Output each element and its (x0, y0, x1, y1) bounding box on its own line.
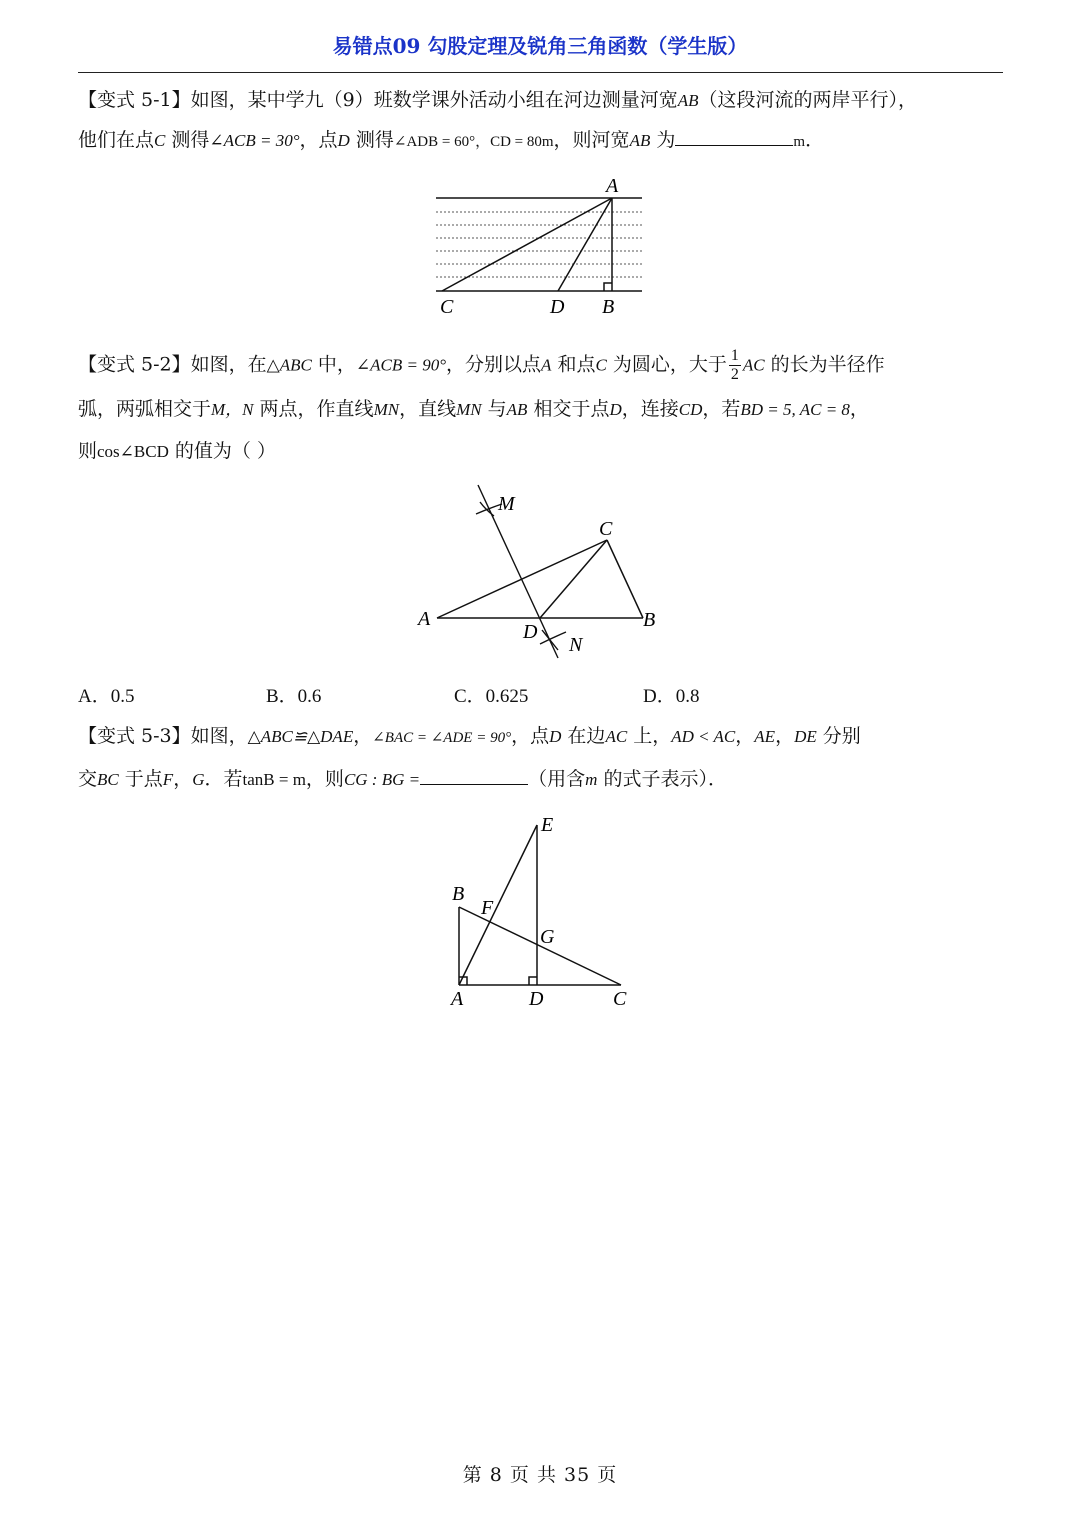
q3-text: ， (173, 768, 193, 790)
q2-math-cos: cos∠BCD (97, 442, 169, 461)
q2-text: ，若 (702, 398, 741, 420)
q3-math-ae: AE (754, 727, 776, 746)
q2-figure (410, 480, 670, 665)
q2-line-3 (78, 438, 1008, 465)
q2-label-m: M (498, 493, 515, 515)
q2-text: 为圆心，大于 (606, 353, 727, 376)
q3-label-b: B (452, 883, 465, 905)
q1-line-2 (78, 127, 1008, 155)
q2-text: 和点 (551, 353, 596, 376)
q2-text: 的长为半径作 (764, 353, 885, 376)
q3-math-angle: ∠BAC = ∠ADE = 90° (372, 730, 512, 746)
q2-math-mn: MN (456, 400, 482, 419)
q3-math-ratio: CG : BG = (343, 770, 421, 789)
q3-text: ，点 (511, 725, 550, 747)
q3-label-e: E (541, 814, 554, 836)
q2-math-ac: AC (742, 355, 765, 375)
q1-answer-blank[interactable] (675, 127, 793, 146)
q2-label-n: N (569, 634, 583, 656)
q1-line-1 (78, 87, 1008, 114)
q2-tag: 【变式 5-2】 (78, 353, 191, 376)
q2-text: 如图，在 (190, 353, 267, 376)
q2-fraction (729, 347, 741, 384)
q1-math-angle: ∠ACB = 30° (209, 131, 300, 150)
q3-label-d: D (529, 988, 544, 1010)
q2-math-angle: ∠ACB = 90° (355, 355, 447, 375)
q3-label-g: G (540, 926, 555, 948)
q3-text: ， (353, 725, 373, 747)
header-divider (78, 72, 1003, 73)
q3-math-d: D (549, 727, 562, 746)
q1-text: ． (805, 129, 825, 151)
q2-text: 弧，两弧相交于 (78, 398, 212, 420)
q2-text: ， (849, 398, 869, 420)
q2-text: ，连接 (621, 398, 679, 420)
q2-label-a: A (418, 608, 431, 630)
q3-text: ， (775, 725, 795, 747)
q2-math-cd: CD (678, 400, 703, 419)
q1-math-ab: AB (629, 131, 651, 150)
q3-math-ac: AC (605, 727, 628, 746)
q2-math-mn: MN (373, 400, 400, 419)
q1-label-b: B (602, 296, 615, 318)
q3-label-a: A (451, 988, 464, 1010)
q2-math-mn: M，N (211, 400, 254, 419)
q3-label-f: F (481, 897, 494, 919)
q1-unit: m (793, 134, 806, 150)
q2-text: 两点，作直线 (253, 398, 374, 420)
q2-math-ab: AB (506, 400, 528, 419)
q2-label-b: B (643, 609, 656, 631)
q1-text: 他们在点 (78, 129, 155, 151)
q1-math-ab: AB (677, 91, 699, 110)
q1-text: 测得 (165, 129, 210, 151)
q1-label-a: A (606, 175, 619, 197)
q3-math-cong: △ABC≌△DAE (247, 727, 354, 746)
page-footer: 第 8 页 共 35 页 (462, 1464, 618, 1486)
q3-line-1 (78, 723, 1008, 751)
q3-math-ineq: AD < AC (671, 727, 736, 746)
q3-answer-blank[interactable] (420, 766, 528, 785)
q2-text: 与 (481, 398, 507, 420)
q1-figure (430, 172, 650, 320)
q2-choice-a[interactable]: A．0.5 (78, 686, 135, 707)
q3-math-g: G (192, 770, 205, 789)
q2-line-1 (78, 347, 1008, 384)
q2-label-d: D (523, 621, 538, 643)
q3-figure (440, 810, 640, 1015)
q1-tag: 【变式 5-1】 (78, 89, 191, 111)
q2-line-2 (78, 396, 1008, 423)
q1-text: 测得 (349, 129, 394, 151)
q3-text: 上， (627, 725, 672, 747)
q3-text: 交 (78, 768, 98, 790)
q2-math-a: A (541, 355, 552, 375)
q3-text: 在边 (561, 725, 606, 747)
q3-line-2 (78, 766, 1008, 793)
q3-text: ，则 (305, 768, 344, 790)
q3-text: 分别 (816, 725, 861, 747)
q1-text: ，点 (299, 129, 338, 151)
q3-text: ．若 (204, 768, 243, 790)
q3-math-f: F (162, 770, 174, 789)
q3-text: 如图， (190, 725, 248, 747)
q3-tag: 【变式 5-3】 (78, 725, 191, 747)
q2-choice-d[interactable]: D．0.8 (643, 686, 700, 707)
q3-text: （用含 (528, 768, 586, 790)
q2-math-d: D (609, 400, 622, 419)
q1-math-d: D (337, 131, 350, 150)
q3-math-bc: BC (97, 770, 119, 789)
q2-frac-num: 1 (730, 347, 739, 364)
q2-frac-den: 2 (730, 366, 739, 383)
q2-choice-b[interactable]: B．0.6 (266, 686, 322, 707)
q2-triangle (437, 540, 643, 618)
q3-text: ， (735, 725, 755, 747)
q2-math-c: C (595, 355, 607, 375)
page-title: 易错点09 勾股定理及锐角三角函数（学生版） (332, 34, 748, 58)
q3-text: 于点 (118, 768, 163, 790)
q2-choice-c[interactable]: C．0.625 (454, 686, 529, 707)
q3-math-m: m (585, 770, 598, 789)
q2-text: 中， (311, 353, 356, 376)
q2-math-cond: BD = 5, AC = 8 (740, 400, 850, 419)
q2-text: 则 (78, 440, 98, 462)
q2-label-c: C (599, 518, 613, 540)
q3-text: 的式子表示）． (597, 768, 727, 790)
q2-math-tri: △ABC (266, 355, 312, 375)
q2-text: 相交于点 (527, 398, 610, 420)
q3-label-c: C (613, 988, 627, 1010)
q1-text: 为 (650, 129, 676, 151)
q3-math-tan: tanB = m (242, 770, 306, 789)
q2-text: ，直线 (399, 398, 457, 420)
q1-math-angle2: ∠ADB = 60°，CD = 80m (393, 134, 554, 150)
q1-text: ，则河宽 (553, 129, 630, 151)
q1-text: （这段河流的两岸平行）， (698, 89, 918, 111)
q1-triangle (442, 198, 612, 291)
q2-text: 的值为（ ） (168, 440, 276, 462)
q1-math-c: C (154, 131, 166, 150)
q1-label-c: C (440, 296, 454, 318)
q1-text: 如图，某中学九（9）班数学课外活动小组在河边测量河宽 (190, 89, 678, 111)
q3-math-de: DE (794, 727, 817, 746)
q1-label-d: D (550, 296, 565, 318)
q2-text: ，分别以点 (446, 353, 542, 376)
q2-perpendicular-bisector (476, 485, 566, 658)
